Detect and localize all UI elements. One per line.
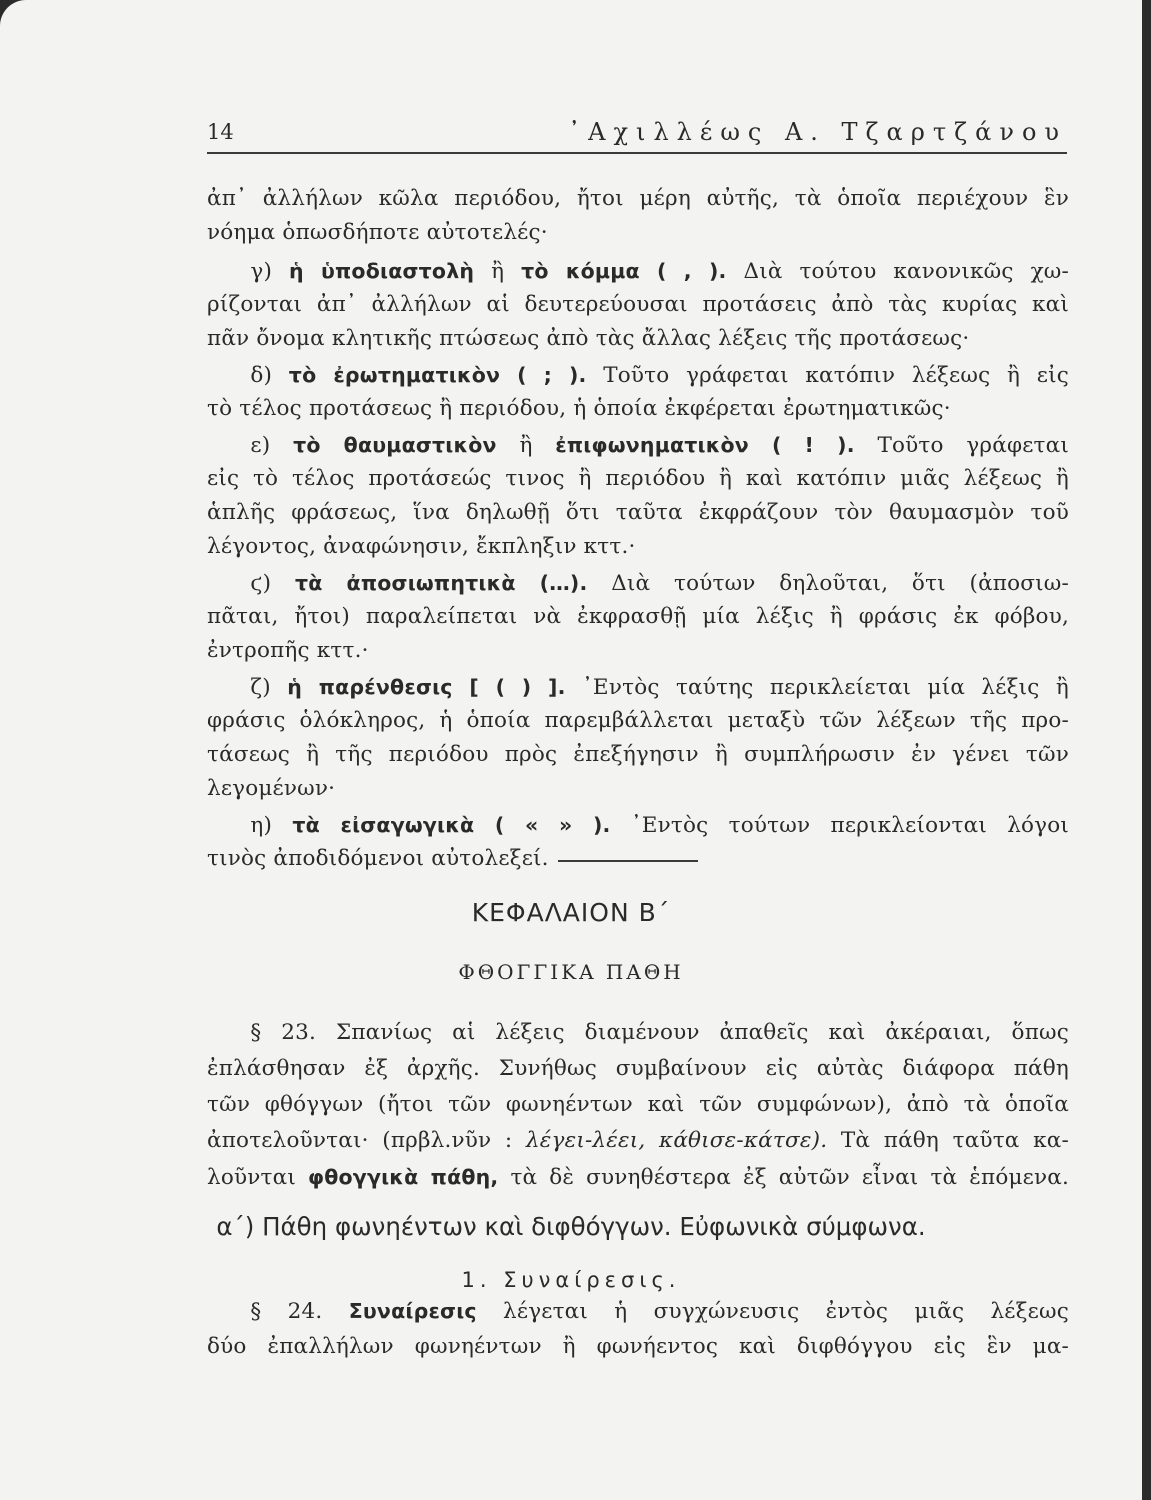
paragraph-first-line: § 23. Σπανίως αἱ λέξεις διαμένουν ἀπαθεῖς καὶ ἀκέραιαι, ὅπως bbox=[250, 1020, 1070, 1045]
list-item-epsilon: ε) τὸ θαυμαστικὸν ἢ ἐπιφωνηματικὸν ( ! ). Τοῦτο γράφεται bbox=[250, 433, 1069, 458]
section-heading: α΄) Πάθη φωνηέντων καὶ διφθόγγων. Εὐφωνικὰ σύμφωνα. bbox=[216, 1212, 926, 1241]
text-line: ἁπλῆς φράσεως, ἵνα δηλωθῇ ὅτι ταῦτα ἐκφράζουν τὸν θαυμασμὸν τοῦ bbox=[207, 500, 1069, 525]
chapter-title: ΚΕΦΑΛΑΙΟΝ Β΄ bbox=[471, 898, 671, 927]
text-line: πᾶται, ἤτοι) παραλείπεται νὰ ἐκφρασθῇ μία λέξις ἢ φράσις ἐκ φόβου, bbox=[207, 604, 1069, 629]
text-line: ἀποτελοῦνται· (πρβλ.νῦν : λέγει-λέει, κάθισε-κάτσε). Τὰ πάθη ταῦτα κα- bbox=[207, 1128, 1069, 1153]
text-line: τινὸς ἀποδιδόμενοι αὐτολεξεί. bbox=[207, 846, 549, 871]
term-bold: τὸ κόμμα ( , ). bbox=[521, 259, 727, 283]
term-bold: ἡ ὑποδιαστολὴ bbox=[288, 259, 475, 283]
text-line: φράσις ὁλόκληρος, ἡ ὁποία παρεμβάλλεται μεταξὺ τῶν λέξεων τῆς προ- bbox=[207, 708, 1069, 733]
text-line: ἀπ᾿ ἀλλήλων κῶλα περιόδου, ἤτοι μέρη αὐτῆς, τὰ ὁποῖα περιέχουν ἓν bbox=[207, 186, 1069, 211]
list-item-delta: δ) τὸ ἐρωτηματικὸν ( ; ). Τοῦτο γράφεται κατόπιν λέξεως ἢ εἰς bbox=[250, 363, 1069, 388]
term-bold: τὰ εἰσαγωγικὰ ( « » ). bbox=[292, 813, 611, 837]
text-line: νόημα ὁπωσδήποτε αὐτοτελές· bbox=[207, 220, 548, 245]
text-line: τὸ τέλος προτάσεως ἢ περιόδου, ἡ ὁποία ἐκφέρεται ἐρωτηματικῶς· bbox=[207, 396, 951, 421]
example-italic: λέγει-λέει, κάθισε-κάτσε). bbox=[525, 1128, 828, 1153]
text-line: ἐπλάσθησαν ἐξ ἀρχῆς. Συνήθως συμβαίνουν εἰς αὐτὰς διάφορα πάθη bbox=[207, 1056, 1069, 1081]
text-line: εἰς τὸ τέλος προτάσεώς τινος ἢ περιόδου ἢ καὶ κατόπιν μιᾶς λέξεως ἢ bbox=[207, 466, 1069, 491]
text-line: τάσεως ἢ τῆς περιόδου πρὸς ἐπεξήγησιν ἢ συμπλήρωσιν ἐν γένει τῶν bbox=[207, 742, 1069, 767]
text-line: ρίζονται ἀπ᾿ ἀλλήλων αἱ δευτερεύουσαι προτάσεις ἀπὸ τὰς κυρίας καὶ bbox=[207, 292, 1069, 317]
text-line: δύο ἐπαλλήλων φωνηέντων ἢ φωνήεντος καὶ διφθόγγου εἰς ἓν μα- bbox=[207, 1334, 1069, 1359]
term-bold: ἡ παρένθεσις [ ( ) ]. bbox=[287, 675, 566, 699]
list-item-eta: η) τὰ εἰσαγωγικὰ ( « » ). ᾿Εντὸς τούτων περικλείονται λόγοι bbox=[250, 813, 1069, 838]
list-item-gamma: γ) ἡ ὑποδιαστολὴ ἢ τὸ κόμμα ( , ). Διὰ τούτου κανονικῶς χω- bbox=[250, 259, 1069, 284]
section-number: § 24. bbox=[250, 1299, 323, 1324]
chapter-subtitle: ΦΘΟΓΓΙΚΑ ΠΑΘΗ bbox=[458, 960, 684, 984]
text-line: λεγομένων· bbox=[207, 776, 336, 801]
text-line: λοῦνται φθογγικὰ πάθη, τὰ δὲ συνηθέστερα ἐξ αὐτῶν εἶναι τὰ ἑπόμενα. bbox=[207, 1165, 1069, 1190]
section-divider bbox=[558, 860, 698, 862]
term-bold: Συναίρεσις bbox=[348, 1299, 477, 1323]
term-bold: φθογγικὰ πάθη, bbox=[307, 1165, 499, 1189]
paragraph-first-line: § 24. Συναίρεσις λέγεται ἡ συγχώνευσις ἐντὸς μιᾶς λέξεως bbox=[250, 1299, 1069, 1324]
term-bold: τὰ ἀποσιωπητικὰ (…). bbox=[294, 571, 588, 595]
list-item-zeta: ζ) ἡ παρένθεσις [ ( ) ]. ᾿Εντὸς ταύτης περικλείεται μία λέξις ἢ bbox=[250, 675, 1069, 700]
text-line: λέγοντος, ἀναφώνησιν, ἔκπληξιν κττ.· bbox=[207, 534, 636, 559]
text-line: τῶν φθόγγων (ἤτοι τῶν φωνηέντων καὶ τῶν συμφώνων), ἀπὸ τὰ ὁποῖα bbox=[207, 1092, 1069, 1117]
running-title: ᾿Αχιλλέως Α. Τζαρτζάνου bbox=[568, 118, 1067, 146]
list-item-stigma: ϛ) τὰ ἀποσιωπητικὰ (…). Διὰ τούτων δηλοῦται, ὅτι (ἀποσιω- bbox=[250, 571, 1069, 596]
term-bold: τὸ θαυμαστικὸν bbox=[293, 433, 497, 457]
text-line: πᾶν ὄνομα κλητικῆς πτώσεως ἀπὸ τὰς ἄλλας λέξεις τῆς προτάσεως· bbox=[207, 326, 970, 351]
term-bold: τὸ ἐρωτηματικὸν ( ; ). bbox=[288, 363, 587, 387]
running-header bbox=[207, 118, 1067, 154]
page-number: 14 bbox=[207, 120, 234, 144]
section-number: § 23. bbox=[250, 1020, 317, 1045]
sub-heading: 1. Συναίρεσις. bbox=[461, 1268, 681, 1292]
text-line: ἐντροπῆς κττ.· bbox=[207, 638, 369, 663]
term-bold: ἐπιφωνηματικὸν ( ! ). bbox=[555, 433, 855, 457]
